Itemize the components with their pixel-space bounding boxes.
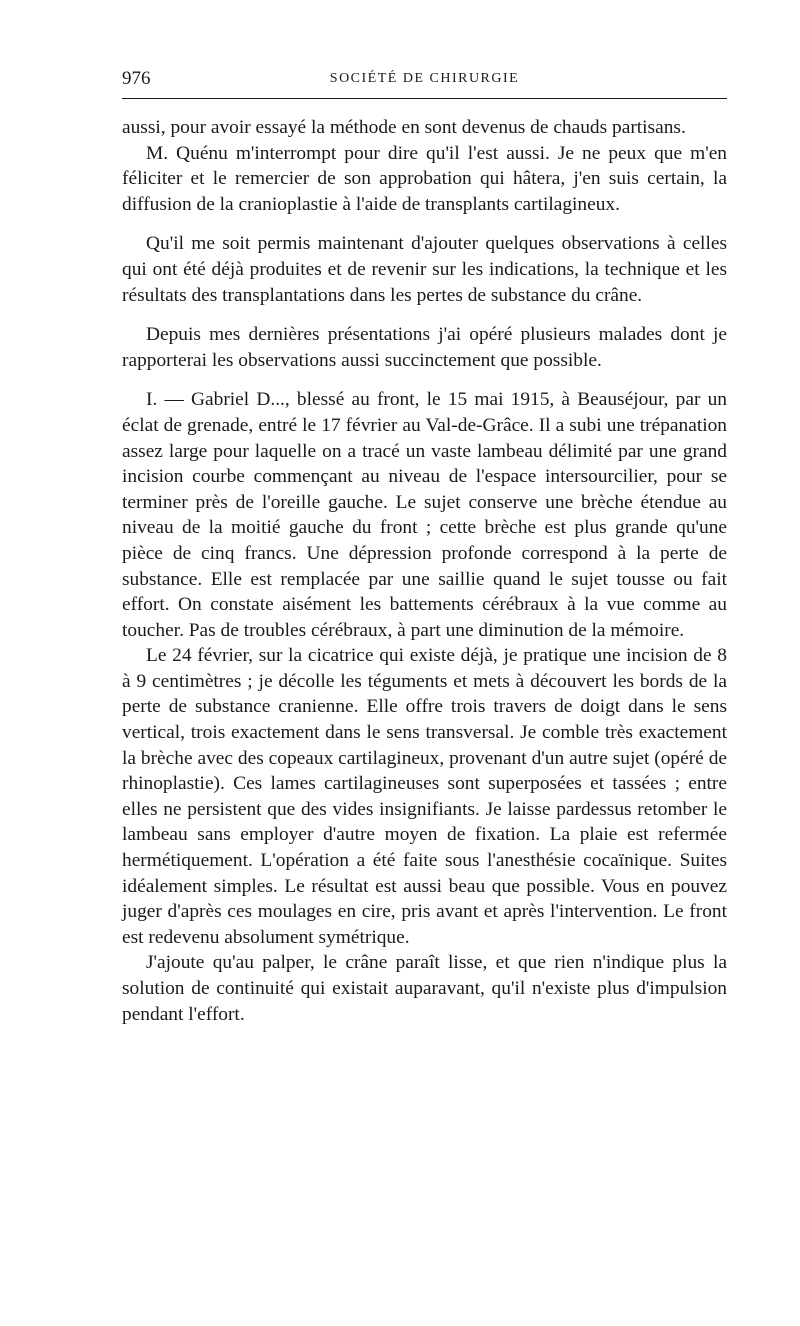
paragraph-observations-intro: Qu'il me soit permis maintenant d'ajouter quelques observations à celles qui ont été déjà produites et de revenir sur les indications, la technique et les résultats des transplantations dans les pertes de substance du crâne. — [122, 233, 727, 306]
paragraph-case-one: I. — Gabriel D..., blessé au front, le 15 mai 1915, à Beauséjour, par un éclat de grenade, entré le 17 février au Val-de-Grâce. Il a subi une trépanation assez large pour laquelle on a tracé un vaste lambeau délimité par une grand incision courbe commençant au niveau de l'espace intersourcilier, pour se terminer près de l'oreille gauche. Le sujet conserve une brèche étendue au niveau de la moitié gauche du front ; cette brèche est plus grande qu'une pièce de cinq francs. Une dépression profonde correspond à la perte de substance. Elle est remplacée par une saillie quand le sujet tousse ou fait effort. On constate aisément les battements cérébraux à la vue comme au toucher. Pas de troubles cérébraux, à part une diminution de la mémoire. — [122, 389, 727, 641]
paragraph-presentations: Depuis mes dernières présentations j'ai opéré plusieurs malades dont je rapporterai les observations aussi succinctement que possible. — [122, 324, 727, 371]
paragraph-conclusion: J'ajoute qu'au palper, le crâne paraît lisse, et que rien n'indique plus la solution de continuité qui existait auparavant, qu'il n'existe plus d'impulsion pendant l'effort. — [122, 952, 727, 1025]
paragraph-quenu: M. Quénu m'interrompt pour dire qu'il l'est aussi. Je ne peux que m'en féliciter et le remercier de son approbation qui hâtera, j'en suis certain, la diffusion de la cranioplastie à l'aide de transplants cartilagineux. — [122, 142, 727, 215]
page-number: 976 — [122, 68, 151, 89]
page-header — [122, 62, 727, 99]
paragraph-operation: Le 24 février, sur la cicatrice qui existe déjà, je pratique une incision de 8 à 9 centimètres ; je décolle les téguments et mets à découvert les bords de la perte de substance cranienne. Elle offre trois travers de doigt dans le sens vertical, trois exactement dans le sens transversal. Je comble très exactement la brèche avec des copeaux cartilagineux, provenant d'un autre sujet (opéré de rhinoplastie). Ces lames cartilagineuses sont superposées et tassées ; entre elles ne persistent que des vides insignifiants. Je laisse pardessus retomber le lambeau sans employer d'autre moyen de fixation. La plaie est refermée hermétiquement. L'opération a été faite sous l'anesthésie cocaïnique. Suites idéalement simples. Le résultat est aussi beau que possible. Vous en pouvez juger d'après ces moulages en cire, pris avant et après l'intervention. Le front est redevenu absolument symétrique. — [122, 645, 727, 948]
paragraph-continuation: aussi, pour avoir essayé la méthode en sont devenus de chauds partisans. — [122, 117, 686, 138]
document-page — [122, 62, 727, 1027]
running-title: SOCIÉTÉ DE CHIRURGIE — [329, 71, 520, 86]
page-body — [122, 115, 727, 1027]
